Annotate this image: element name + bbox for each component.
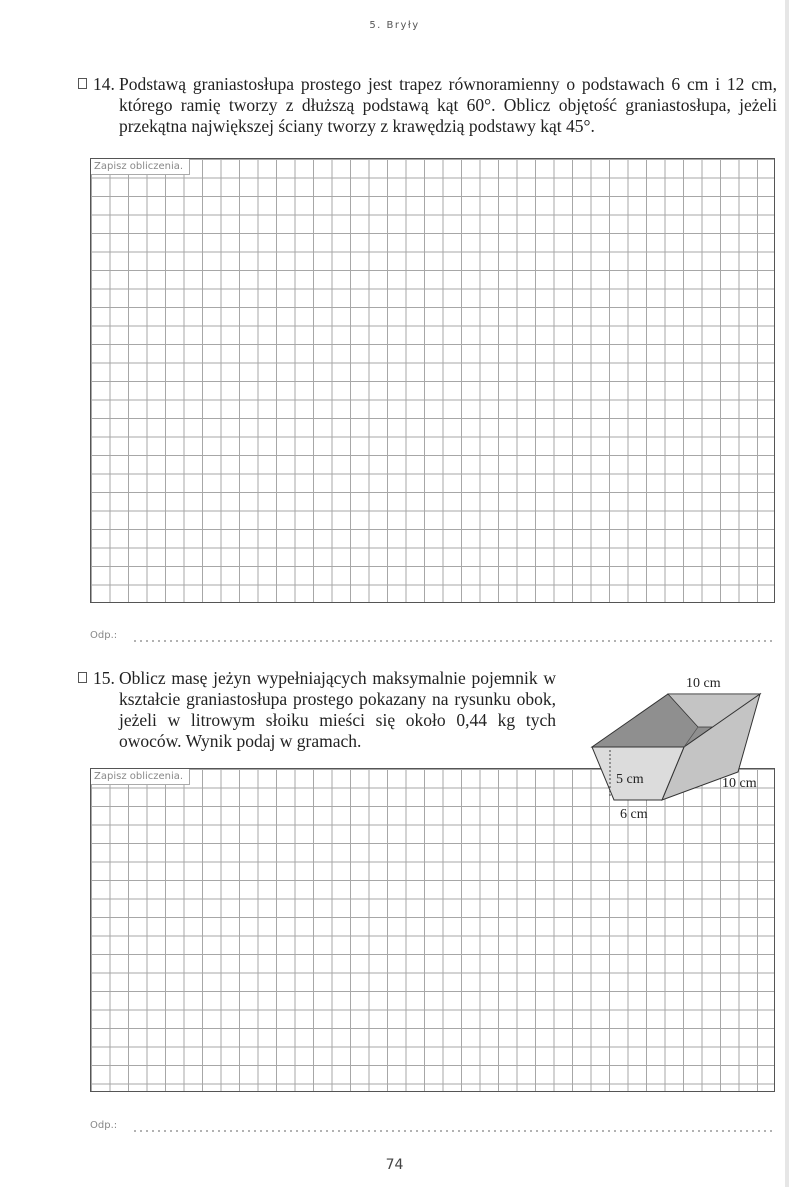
task-15-grid-label: Zapisz obliczenia.: [91, 769, 190, 785]
task-14-grid-label: Zapisz obliczenia.: [91, 159, 190, 175]
task-14-calculation-grid[interactable]: [90, 158, 775, 603]
task-14-checkbox[interactable]: [78, 78, 87, 89]
page-number: 74: [385, 1157, 404, 1173]
task-15-checkbox[interactable]: [78, 672, 87, 683]
label-height: 5 cm: [616, 772, 644, 787]
task-15-answer-line[interactable]: [90, 1120, 775, 1134]
task-15-number: 15.: [93, 668, 115, 688]
section-header: 5. Bryły: [369, 20, 420, 31]
task-14-number: 14.: [93, 74, 115, 94]
page-edge-shadow: [785, 0, 789, 1187]
task-14-answer-line[interactable]: [90, 630, 775, 644]
prism-drawing: [580, 672, 770, 832]
label-side-edge: 10 cm: [722, 776, 757, 791]
task-15-text: Oblicz masę jeżyn wypełniających maksymalnie pojemnik w kształcie graniastosłupa prostego pokazany na rysunku obok, jeżeli w litrowym słoiku mieści się około 0,44 kg tych owoców. Wynik podaj w gramach.: [119, 668, 556, 751]
task-14-answer-label: Odp.:: [90, 630, 118, 641]
task-15-answer-dots: [132, 1130, 775, 1132]
prism-container-figure: [580, 672, 770, 832]
task-14-answer-dots: [132, 640, 775, 642]
task-14-text: Podstawą graniastosłupa prostego jest trapez równoramienny o podstawach 6 cm i 12 cm, którego ramię tworzy z dłuższą podstawą kąt 60°. Oblicz objętość graniastosłupa, jeżeli przekątna największej ściany tworzy z krawędzią podstawy kąt 45°.: [119, 74, 777, 136]
label-top-edge: 10 cm: [686, 676, 721, 691]
task-15-answer-label: Odp.:: [90, 1120, 118, 1131]
label-bottom-edge: 6 cm: [620, 807, 648, 822]
